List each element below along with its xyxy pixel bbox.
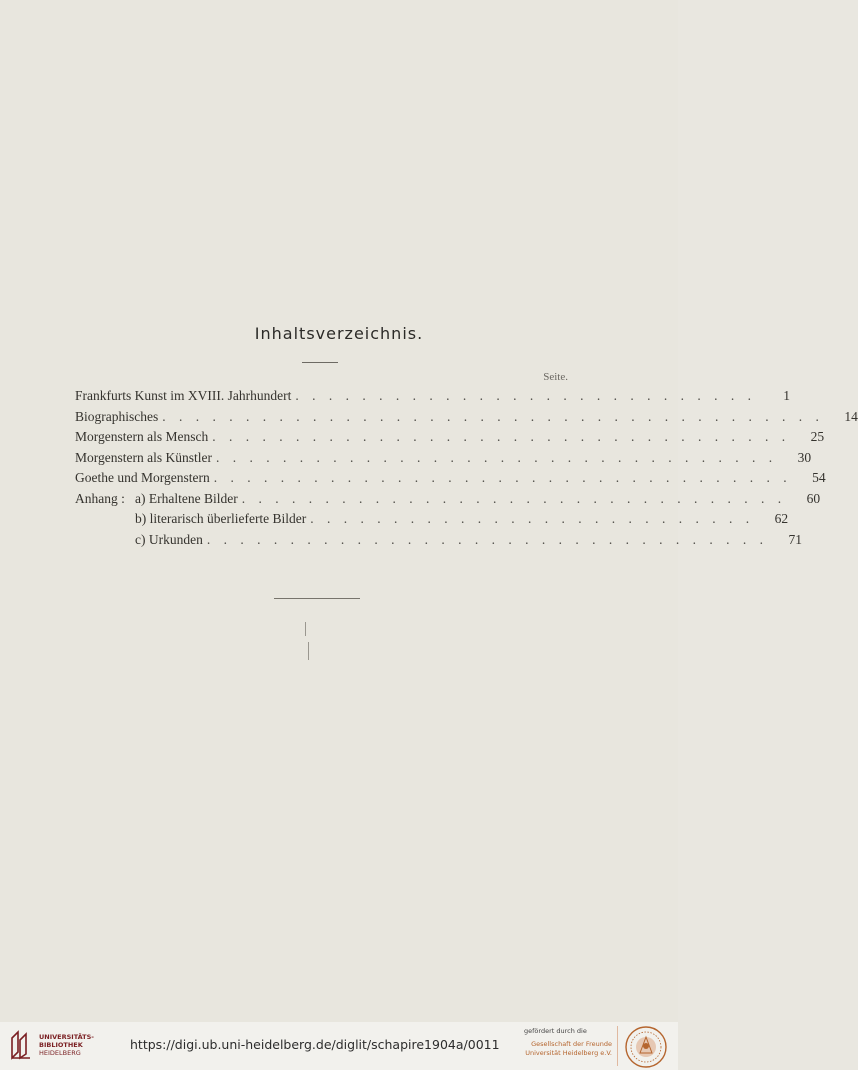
toc-entry-label: a) Erhaltene Bilder xyxy=(135,490,238,506)
sponsor-name-line: Gesellschaft der Freunde xyxy=(531,1040,612,1048)
toc-page-number: 1 xyxy=(783,388,790,403)
toc-entry-label: Morgenstern als Künstler xyxy=(75,449,212,465)
sponsor-name-line: Universität Heidelberg e.V. xyxy=(525,1049,612,1057)
page-column-header: Seite. xyxy=(543,371,568,383)
footer-divider xyxy=(617,1026,618,1066)
toc-leader-dots: . . . . . . . . . . . . . . . . . . . . . . . . . . . . . . . . . . xyxy=(215,449,778,465)
toc-entry-label: Biographisches xyxy=(75,408,159,424)
toc-entry xyxy=(75,449,812,471)
toc-entry-prefix: Anhang : xyxy=(75,490,125,506)
library-name-line: HEIDELBERG xyxy=(39,1049,81,1057)
table-of-contents xyxy=(75,388,858,552)
toc-entry xyxy=(75,470,826,491)
toc-page-number: 30 xyxy=(797,449,812,465)
toc-entry xyxy=(75,511,789,532)
toc-leader-dots: . . . . . . . . . . . . . . . . . . . . . . . . . . . . xyxy=(295,388,756,403)
toc-page-number: 62 xyxy=(774,511,789,526)
sponsor-name xyxy=(520,1040,612,1058)
toc-page-number: 14 xyxy=(844,408,858,424)
toc-page-number: 71 xyxy=(788,531,802,547)
toc-leader-dots: . . . . . . . . . . . . . . . . . . . . . . . . . . . . . . . . . . . xyxy=(213,470,792,485)
page-title: Inhaltsverzeichnis. xyxy=(254,324,424,343)
toc-entry-label: Frankfurts Kunst im XVIII. Jahrhundert xyxy=(75,388,292,403)
paper-blemish xyxy=(305,622,306,636)
toc-leader-dots: . . . . . . . . . . . . . . . . . . . . . . . . . . . . . . . . . . xyxy=(206,531,768,547)
toc-entry-label: c) Urkunden xyxy=(135,531,203,547)
permalink-url[interactable]: https://digi.ub.uni-heidelberg.de/diglit/schapire1904a/0011 xyxy=(130,1037,500,1052)
university-seal-icon xyxy=(624,1025,668,1069)
toc-entry xyxy=(75,408,858,430)
toc-entry-label: b) literarisch überlieferte Bilder xyxy=(135,511,307,526)
toc-entry xyxy=(75,429,825,450)
university-library-logo-icon xyxy=(8,1030,34,1060)
toc-page-number: 60 xyxy=(806,490,821,506)
toc-entry-label: Goethe und Morgenstern xyxy=(75,470,210,485)
library-name-line: UNIVERSITÄTS- xyxy=(39,1033,94,1041)
closing-rule xyxy=(274,598,360,599)
toc-leader-dots: . . . . . . . . . . . . . . . . . . . . . . . . . . . . . . . . . . . xyxy=(212,429,791,444)
title-divider xyxy=(302,362,338,363)
toc-leader-dots: . . . . . . . . . . . . . . . . . . . . . . . . . . . . . . . . . . . . . . . . xyxy=(162,408,824,424)
toc-page-number: 25 xyxy=(810,429,825,444)
library-name-line: BIBLIOTHEK xyxy=(39,1041,83,1049)
library-name xyxy=(39,1033,94,1057)
sponsor-intro: gefördert durch die xyxy=(524,1027,587,1035)
paper-blemish xyxy=(308,642,309,660)
toc-entry xyxy=(75,531,802,553)
toc-entry-label: Morgenstern als Mensch xyxy=(75,429,209,444)
viewer-footer xyxy=(0,1022,678,1070)
toc-page-number: 54 xyxy=(812,470,826,485)
toc-entry xyxy=(75,388,790,409)
toc-entry xyxy=(75,490,821,512)
toc-leader-dots: . . . . . . . . . . . . . . . . . . . . . . . . . . . xyxy=(310,511,755,526)
toc-leader-dots: . . . . . . . . . . . . . . . . . . . . . . . . . . . . . . . . . xyxy=(241,490,787,506)
